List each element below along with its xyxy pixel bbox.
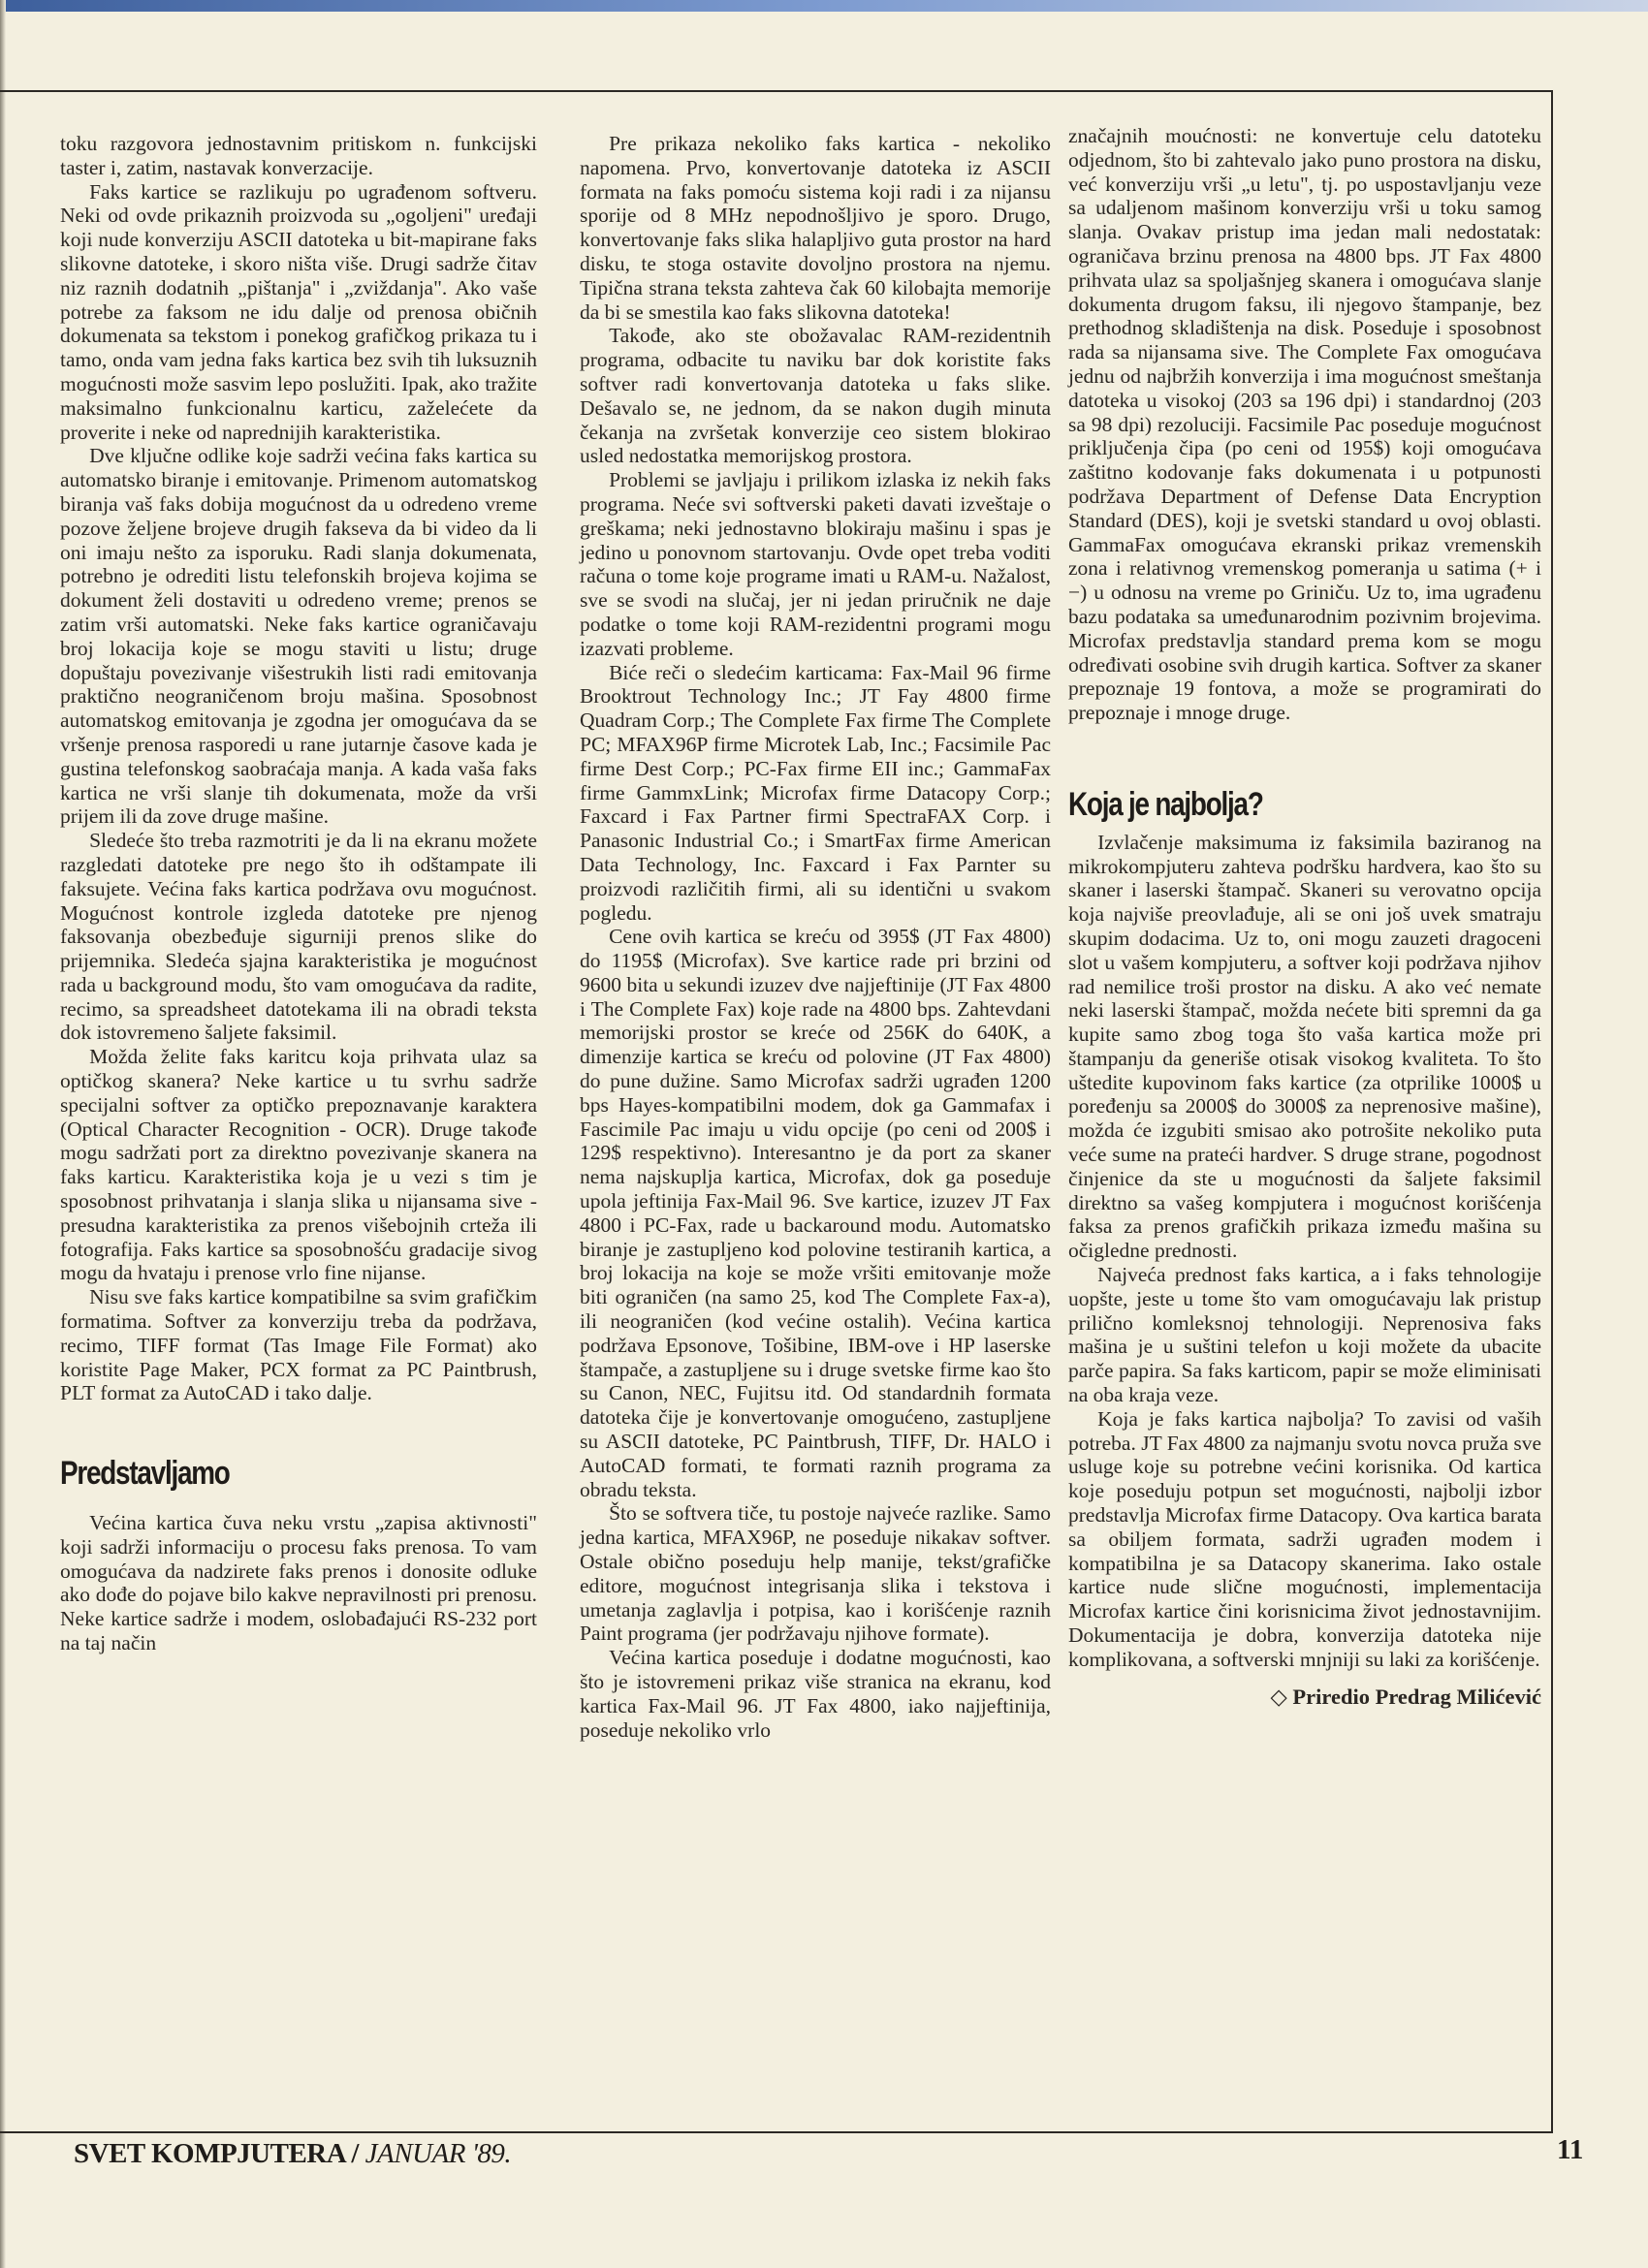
frame-rule-right (1551, 90, 1553, 2133)
paragraph: toku razgovora jednostavnim pritiskom n. funkcijski taster i, zatim, nastavak konverzacije. (60, 132, 537, 179)
footer-magazine-title (74, 2138, 511, 2170)
frame-rule-top (0, 90, 1553, 92)
section-heading-predstavljamo: Predstavljamo (60, 1455, 230, 1493)
page-number: 11 (1557, 2134, 1584, 2165)
paragraph: značajnih moućnosti: ne konvertuje celu datoteku odjednom, što bi zahtevalo jako puno prostora na disku, već konverziju vrši „u letu", tj. po uspostavljanju veze sa udaljenom mašinom konverziju vrši u toku samog slanja. Ovakav pristup ima jedan mali nedostatak: ograničava brzinu prenosa na 4800 bps. JT Fax 4800 prihvata ulaz sa spoljašnjeg skanera i omogućava slanje dokumenta drugom faksu, ili njegovo štampanje, bez prethodnog skladištenja na disk. Poseduje i sposobnost rada sa nijansama sive. The Complete Fax omogućava jednu od najbržih konverzija i ima mogućnost smeštanja datoteka u visokoj (203 sa 196 dpi) i standardnoj (203 sa 98 dpi) rezoluciji. Facsimile Pac poseduje mogućnost priključenja čipa (po ceni od 195$) koji omogućava zaštitno kodovanje faks dokumenata i u potpunosti podržava Department of Defense Data Encryption Standard (DES), koji je svetski standard u ovoj oblasti. GammaFax omogućava ekranski prikaz vremenskih zona i relativnog vremenskog pomeranja u satima (+ i −) u odnosu na vreme po Griniču. Uz to, ima ugrađenu bazu podataka sa umeđunarodnim pozivnim brojevima. Microfax predstavlja standard prema kom se mogu određivati osobine svih drugih kartica. Softver za skaner prepoznaje 19 fontova, a može se programirati do prepoznaje i mnoge druge. (1068, 124, 1541, 725)
scan-edge-top (0, 0, 1648, 12)
paragraph: Najveća prednost faks kartica, a i faks tehnologije uopšte, jeste u tome što vam omogućavaju lak pristup prilično komleksnoj tehnologiji. Neprenosiva faks mašina je u suštini telefon u koji možete da ubacite parče papira. Sa faks karticom, papir se može eliminisati na oba kraja veze. (1068, 1263, 1541, 1407)
section-heading-koja-je-najbolja: Koja je najbolja? (1068, 785, 1263, 823)
author-name: Priredio Predrag Milićević (1292, 1684, 1541, 1709)
issue-date: JANUAR '89. (364, 2138, 512, 2169)
magazine-name: SVET KOMPJUTERA / (74, 2138, 359, 2169)
paragraph: Nisu sve faks kartice kompatibilne sa svim grafičkim formatima. Softver za konverziju treba da podržava, recimo, TIFF format (Tas Image File Format) ako koristite Page Maker, PCX format za PC Paintbrush, PLT format za AutoCAD i tako dalje. (60, 1285, 537, 1405)
paragraph: Koja je faks kartica najbolja? To zavisi od vaših potreba. JT Fax 4800 za najmanju svotu novca pruža sve usluge koje su potrebne većini korisnika. Od kartica koje poseduju potpun set mogućnosti, najbolji izbor predstavlja Microfax firme Datacopy. Ova kartica barata sa obiljem formata, sadrži ugrađen modem i kompatibilna je sa Datacopy skanerima. Iako ostale kartice nude slične mogućnosti, implementacija Microfax kartice čini korisnicima život jednostavnijim. Dokumentacija je dobra, konverzija datoteka nije komplikovana, a softverski mnjniji su laki za korišćenje. (1068, 1406, 1542, 1671)
paragraph: Izvlačenje maksimuma iz faksimila baziranog na mikrokompjuteru zahteva podršku hardvera, kao što su skaner i laserski štampač. Skaneri su verovatno opcija koja najviše preovlađuje, ali se oni još uvek smatraju skupim dodacima. Uz to, oni mogu zauzeti dragoceni slot u vašem kompjuteru, a softver koji podržava njihov rad nemilice troši prostor na disku. A ako već nemate neki laserski štampač, možda nećete biti spremni da ga kupite samo zbog toga što vaša kartica može pri štampanju da generiše otisak visokog kvaliteta. To što uštedite kupovinom faks kartice (za otprilike 1000$ u poređenju sa 2000$ do 3000$ za neprenosive mašine), možda će izgubiti smisao ako potrošite nekoliko puta veće sume na prateći hardver. S druge strane, pogodnost činjenice da ste u mogućnosti da šaljete faksimil direktno sa vašeg kompjutera i mogućnost korišćenja faksa za prenos grafičkih prikaza između mašina su očigledne prednosti. (1068, 830, 1541, 1263)
paragraph: Faks kartice se razlikuju po ugrađenom softveru. Neki od ovde prikaznih proizvoda su „ogoljeni" uređaji koji nude konverziju ASCII datoteka u bit-mapirane faks slikovne datoteke, i skoro ništa više. Drugi sadrže čitav niz raznih dodatnih „pištanja" i „zviždanja". Ako vaše potrebe za faksom ne idu dalje od prenosa običnih dokumenata sa tekstom i ponekog grafičkog prikaza tu i tamo, onda vam jedna faks kartica bez svih tih luksuznih mogućnosti može sasvim lepo poslužiti. Ipak, ako tražite maksimalno funkcionalnu karticu, zaželećete da proverite i neke od naprednijih karakteristika. (60, 179, 537, 444)
paragraph: Dve ključne odlike koje sadrži većina faks kartica su automatsko biranje i emitovanje. Primenom automatskog biranja vaš faks dobija mogućnost da u odredeno vreme pozove željene brojeve drugih fakseva da bi video da li oni imaju nešto za isporuku. Radi slanja dokumenata, potrebno je odrediti listu telefonskih brojeva kojima se dokument želi dostaviti u odredeno vreme; prenos se zatim vrši automatski. Neke faks kartice ograničavaju broj lokacija koje se mogu staviti u listu; druge dopuštaju povezivanje višestrukih listi radi emitovanja praktično neograničenom broju mašina. Sposobnost automatskog emitovanja je zgodna jer omogućava da se vršenje prenosa rasporedi u rane jutarnje časove kada je gustina telefonskog saobraćaja manja. A kada vaša faks kartica ne vrši slanje tih dokumenata, može da vrši prijem ili da zove druge mašine. (60, 444, 538, 829)
paragraph: Biće reči o sledećim karticama: Fax-Mail 96 firme Brooktrout Technology Inc.; JT Fay 4800 firme Quadram Corp.; The Complete Fax firme The Complete PC; MFAX96P firme Microtek Lab, Inc.; Facsimile Pac firme Dest Corp.; PC-Fax firme EII inc.; GammaFax firme GammxLink; Microfax firme Datacopy Corp.; Faxcard i Fax Partner firmi SpectraFAX Corp. i Panasonic Industrial Co.; i SmartFax firme American Data Technology, Inc. Faxcard i Fax Parnter su proizvodi različitih firmi, ali su identični u svakom pogledu. (580, 660, 1051, 925)
paragraph: Što se softvera tiče, tu postoje najveće razlike. Samo jedna kartica, MFAX96P, ne poseduje nikakav softver. Ostale obično poseduju help manije, tekst/grafičke editore, mogućnost integrisanja slika i tekstova i umetanja zaglavlja i potpisa, kao i korišćenje raznih Paint programa (jer podržavaju njihove formate). (580, 1501, 1051, 1646)
diamond-icon: ◇ (1270, 1684, 1287, 1709)
paragraph: Takođe, ako ste obožavalac RAM-rezidentnih programa, odbacite tu naviku bar dok koristite faks softver radi konvertovanja datoteka u faks slike. Dešavalo se, ne jednom, da se nakon dugih minuta čekanja na zvršetak konverzije ceo sistem blokirao usled nedostatka memorijskog prostora. (580, 324, 1051, 468)
paragraph: Možda želite faks karitcu koja prihvata ulaz sa optičkog skanera? Neke kartice u tu svrhu sadrže specijalni softver za optičko prepoznavanje karaktera (Optical Character Recognition - OCR). Druge takođe mogu sadržati port za direktno povezivanje skanera na faks karticu. Karakteristika koja je u vezi s tim je sposobnost prihvatanja i slanja slika u nijansama sive - presudna karakteristika za prenos višebojnih crteža ili fotografija. Faks kartice sa sposobnošću gradacije sivog mogu da hvataju i prenose vrlo fine nijanse. (60, 1045, 537, 1285)
paragraph: Pre prikaza nekoliko faks kartica - nekoliko napomena. Prvo, konvertovanje datoteka iz ASCII formata na faks pomoću sistema koji radi i za nijansu sporije od 8 MHz nepodnošljivo je sporo. Drugo, konvertovanje faks slika halapljivo guta prostor na hard disku, te stoga ostavite dovoljno prostora na njemu. Tipična strana teksta zahteva čak 60 kilobajta memorije da bi se smestila kao faks slikovna datoteka! (580, 132, 1051, 324)
paragraph: Problemi se javljaju i prilikom izlaska iz nekih faks programa. Neće svi softverski paketi davati izveštaje o greškama; neki jednostavno blokiraju mašinu i spas je jedino u ponovnom startovanju. Ovde opet treba voditi računa o tome koje programe imati u RAM-u. Nažalost, sve se svodi na slučaj, jer ni jedan priručnik ne daje podatke o tome koji RAM-rezidentni programi mogu izazvati probleme. (580, 468, 1051, 660)
paragraph: Većina kartica poseduje i dodatne mogućnosti, kao što je istovremeni prikaz više stranica na ekranu, kod kartica Fax-Mail 96. JT Fax 4800, iako najjeftinija, poseduje nekoliko vrlo (580, 1646, 1051, 1742)
author-byline (1068, 1685, 1541, 1710)
text-column-2 (580, 132, 1051, 1742)
paragraph: Većina kartica čuva neku vrstu „zapisa aktivnosti" koji sadrži informaciju o procesu faks prenosa. To vam omogućava da nadzirete faks prenos i donosite odluke ako dođe do pojave bilo kakve nepravilnosti pri prenosu. Neke kartice sadrže i modem, oslobađajući RS-232 port na taj način (60, 1511, 537, 1655)
frame-rule-bottom (0, 2131, 1553, 2133)
text-column-1 (60, 132, 537, 1655)
paragraph: Cene ovih kartica se kreću od 395$ (JT Fax 4800) do 1195$ (Microfax). Sve kartice rade pri brzini od 9600 bita u sekundi izuzev dve najjeftinije (JT Fax 4800 i The Complete Fax) koje rade na 4800 bps. Zahtevdani memorijski prostor se kreće od 256K do 640K, a dimenzije kartica se kreću od polovine (JT Fax 4800) do pune dužine. Samo Microfax sadrži ugrađen 1200 bps Hayes-kompatibilni modem, dok ga Gammafax i Fascimile Pac imaju u vidu opcije (po ceni od 200$ i 129$ respektivno). Interesantno je da port za skaner nema najskuplja kartica, Microfax, dok ga poseduje upola jeftinija Fax-Mail 96. Sve kartice, izuzev JT Fax 4800 i PC-Fax, rade u backaround modu. Automatsko biranje je zastupljeno kod polovine testiranih kartica, a broj lokacija na koje se može vršiti emitovanje može biti ograničen (na samo 25, kod The Complete Fax-a), ili neograničen (kod većine ostalih). Većina kartica podržava Epsonove, Tošibine, IBM-ove i HP laserske štampače, a zastupljene su i druge svetske firme kao što su Canon, NEC, Fujitsu itd. Od standardnih formata datoteka čije je konvertovanje omogućeno, zastupljene su ASCII datoteke, PC Paintbrush, TIFF, Dr. HALO i AutoCAD formati, te formati raznih programa za obradu teksta. (580, 925, 1051, 1501)
text-column-3 (1068, 124, 1541, 1709)
paragraph: Sledeće što treba razmotriti je da li na ekranu možete razgledati datoteke pre nego što ih odštampate ili faksujete. Većina faks kartica podržava ovu mogućnost. Mogućnost kontrole izgleda datoteke pre njenog faksovanja obezbeđuje sigurniji prenos slike do prijemnika. Sledeća sjajna karakteristika je mogućnost rada u background modu, što vam omogućava da radite, recimo, sa spreadsheet datotekama ili na obradi teksta dok istovremeno šaljete faksimil. (60, 829, 537, 1045)
scan-edge-left (0, 0, 6, 2268)
